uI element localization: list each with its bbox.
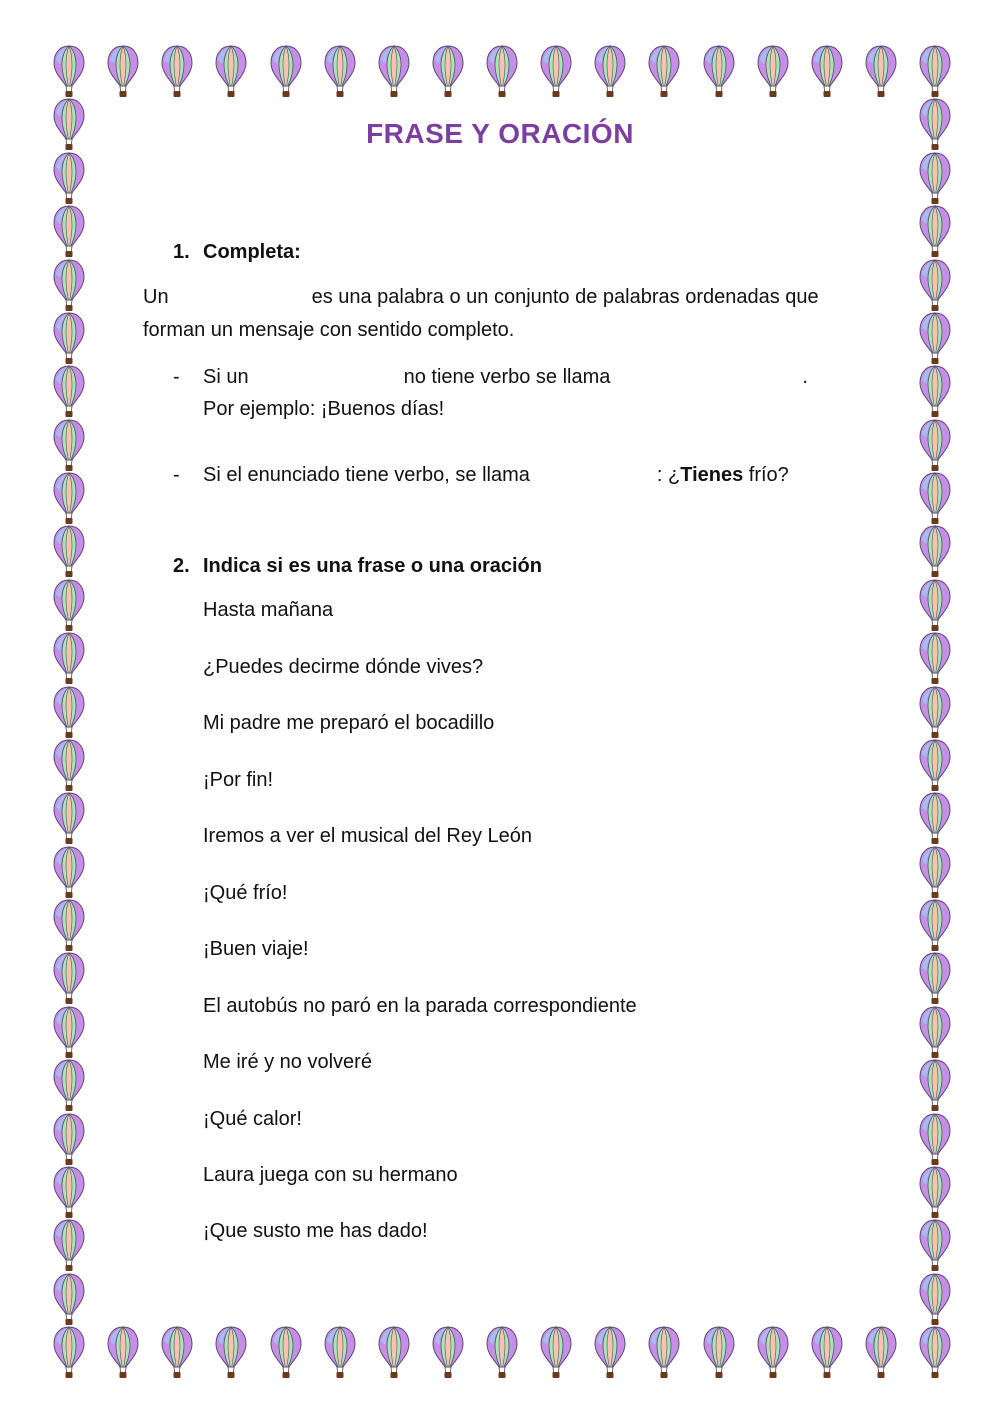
bullet-2-start: Si el enunciado tiene verbo, se llama xyxy=(203,464,530,486)
balloon-icon xyxy=(323,1325,357,1381)
balloon-icon xyxy=(52,258,86,314)
section-1-heading xyxy=(173,241,301,264)
section-2-number: 2. xyxy=(173,555,190,577)
balloon-icon xyxy=(52,578,86,634)
bullet-2-marker: - xyxy=(173,464,180,486)
balloon-icon xyxy=(269,1325,303,1381)
list-item[interactable]: ¡Qué calor! xyxy=(203,1108,302,1130)
list-item[interactable]: ¡Buen viaje! xyxy=(203,938,309,960)
balloon-icon xyxy=(269,44,303,100)
balloon-icon xyxy=(431,1325,465,1381)
balloon-icon xyxy=(539,1325,573,1381)
bullet-1-marker: - xyxy=(173,366,180,388)
balloon-icon xyxy=(52,44,86,100)
bullet-2-colon: : ¿ xyxy=(656,464,681,486)
balloon-icon xyxy=(52,898,86,954)
balloon-icon xyxy=(52,204,86,260)
bullet-1-mid: no tiene verbo se llama xyxy=(403,366,611,388)
list-item[interactable]: Me iré y no volveré xyxy=(203,1051,372,1073)
balloon-icon xyxy=(918,898,952,954)
balloon-icon xyxy=(52,1165,86,1221)
balloon-icon xyxy=(106,44,140,100)
balloon-icon xyxy=(52,311,86,367)
balloon-icon xyxy=(647,1325,681,1381)
balloon-icon xyxy=(377,1325,411,1381)
definition-end: es una palabra o un conjunto de palabras ordenadas que xyxy=(311,286,819,308)
balloon-icon xyxy=(485,1325,519,1381)
bullet-2-bold: Tienes xyxy=(680,464,744,486)
balloon-icon xyxy=(52,364,86,420)
balloon-icon xyxy=(756,1325,790,1381)
section-1-title: Completa: xyxy=(203,241,301,263)
balloon-icon xyxy=(106,1325,140,1381)
balloon-icon xyxy=(52,1272,86,1328)
balloon-icon xyxy=(918,685,952,741)
bullet-1-start: Si un xyxy=(203,366,249,388)
balloon-icon xyxy=(52,1058,86,1114)
balloon-icon xyxy=(52,151,86,207)
list-item[interactable]: ¡Que susto me has dado! xyxy=(203,1220,428,1242)
balloon-icon xyxy=(918,578,952,634)
balloon-icon xyxy=(918,1218,952,1274)
balloon-icon xyxy=(918,204,952,260)
balloon-icon xyxy=(918,151,952,207)
list-item[interactable]: ¡Por fin! xyxy=(203,769,274,791)
balloon-icon xyxy=(485,44,519,100)
balloon-icon xyxy=(918,951,952,1007)
list-item[interactable]: Iremos a ver el musical del Rey León xyxy=(203,825,533,847)
balloon-icon xyxy=(214,1325,248,1381)
balloon-icon xyxy=(52,951,86,1007)
balloon-icon xyxy=(52,845,86,901)
balloon-icon xyxy=(810,1325,844,1381)
balloon-icon xyxy=(160,44,194,100)
balloon-icon xyxy=(52,1112,86,1168)
balloon-icon xyxy=(918,1165,952,1221)
balloon-icon xyxy=(918,845,952,901)
balloon-icon xyxy=(918,418,952,474)
balloon-icon xyxy=(918,1272,952,1328)
balloon-icon xyxy=(323,44,357,100)
balloon-icon xyxy=(160,1325,194,1381)
balloon-icon xyxy=(431,44,465,100)
balloon-icon xyxy=(52,631,86,687)
balloon-icon xyxy=(52,1218,86,1274)
bullet-2-end: frío? xyxy=(743,464,789,486)
definition-line-1 xyxy=(143,286,819,309)
balloon-icon xyxy=(52,791,86,847)
balloon-icon xyxy=(918,471,952,527)
list-item[interactable]: ¿Puedes decirme dónde vives? xyxy=(203,656,484,678)
page-title: FRASE Y ORACIÓN xyxy=(366,118,634,149)
bullet-2-line xyxy=(203,464,789,487)
definition-start: Un xyxy=(143,286,169,308)
balloon-icon xyxy=(52,471,86,527)
list-item[interactable]: Mi padre me preparó el bocadillo xyxy=(203,712,495,734)
section-1-number: 1. xyxy=(173,241,190,263)
list-item[interactable]: ¡Qué frío! xyxy=(203,882,288,904)
balloon-icon xyxy=(647,44,681,100)
balloon-icon xyxy=(52,1005,86,1061)
definition-line-2: forman un mensaje con sentido completo. xyxy=(143,319,515,341)
bullet-1-line xyxy=(203,366,808,389)
balloon-icon xyxy=(918,1005,952,1061)
balloon-icon xyxy=(52,1325,86,1381)
balloon-icon xyxy=(918,1112,952,1168)
balloon-icon xyxy=(593,1325,627,1381)
bullet-1-example: Por ejemplo: ¡Buenos días! xyxy=(203,398,445,420)
balloon-icon xyxy=(810,44,844,100)
balloon-icon xyxy=(918,44,952,100)
balloon-icon xyxy=(918,631,952,687)
balloon-icon xyxy=(918,311,952,367)
balloon-icon xyxy=(918,1325,952,1381)
balloon-icon xyxy=(918,364,952,420)
balloon-icon xyxy=(864,44,898,100)
balloon-icon xyxy=(593,44,627,100)
balloon-icon xyxy=(918,1058,952,1114)
section-2-heading xyxy=(173,555,542,578)
balloon-icon xyxy=(918,524,952,580)
balloon-icon xyxy=(918,791,952,847)
balloon-icon xyxy=(918,258,952,314)
balloon-icon xyxy=(52,418,86,474)
section-2-title: Indica si es una frase o una oración xyxy=(203,555,542,577)
list-item[interactable]: Laura juega con su hermano xyxy=(203,1164,458,1186)
balloon-icon xyxy=(214,44,248,100)
balloon-icon xyxy=(756,44,790,100)
balloon-icon xyxy=(52,738,86,794)
balloon-icon xyxy=(52,685,86,741)
bullet-1-end: . xyxy=(802,366,808,388)
balloon-icon xyxy=(702,1325,736,1381)
list-item[interactable]: Hasta mañana xyxy=(203,599,334,621)
list-item[interactable]: El autobús no paró en la parada correspondiente xyxy=(203,995,637,1017)
balloon-icon xyxy=(864,1325,898,1381)
balloon-icon xyxy=(702,44,736,100)
balloon-icon xyxy=(377,44,411,100)
balloon-icon xyxy=(52,524,86,580)
balloon-icon xyxy=(918,738,952,794)
balloon-icon xyxy=(539,44,573,100)
